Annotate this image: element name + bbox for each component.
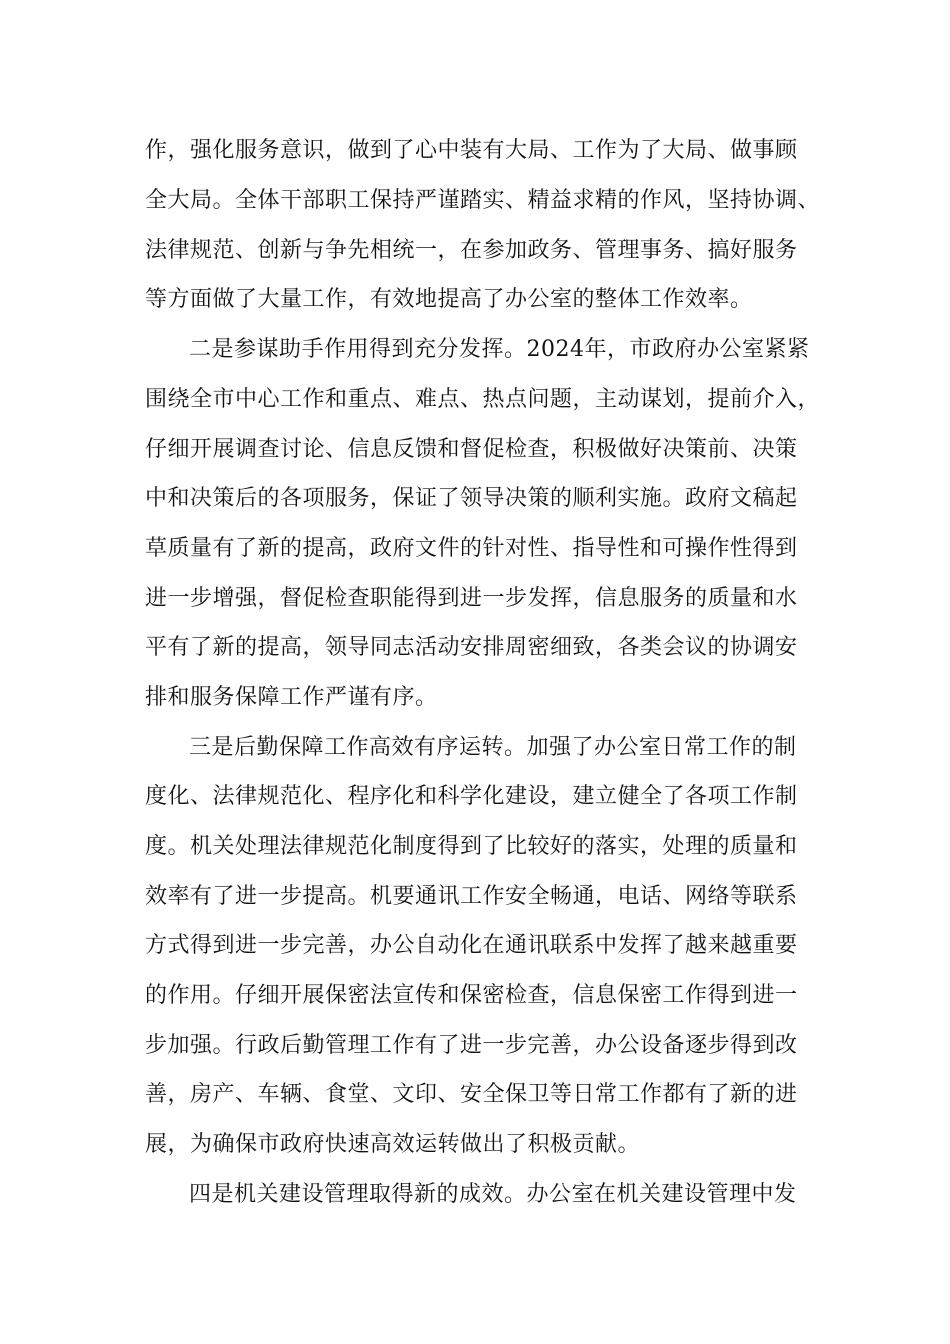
text-line: 草质量有了新的提高，政府文件的针对性、指导性和可操作性得到 (145, 536, 798, 561)
text-line: 进一步增强，督促检查职能得到进一步发挥，信息服务的质量和水 (145, 586, 798, 611)
text-line: 展，为确保市政府快速高效运转做出了积极贡献。 (145, 1132, 641, 1157)
text-line: 中和决策后的各项服务，保证了领导决策的顺利实施。政府文稿起 (145, 486, 798, 511)
text-line: 度。机关处理法律规范化制度得到了比较好的落实，处理的质量和 (145, 834, 798, 859)
text-line: 等方面做了大量工作，有效地提高了办公室的整体工作效率。 (145, 287, 753, 312)
paragraph-first-line: 二是参谋助手作用得到充分发挥。2024年，市政府办公室紧紧 (189, 337, 810, 362)
text-line: 善，房产、车辆、食堂、文印、安全保卫等日常工作都有了新的进 (145, 1082, 798, 1107)
text-line: 度化、法律规范化、程序化和科学化建设，建立健全了各项工作制 (145, 784, 798, 809)
text-line: 效率有了进一步提高。机要通讯工作安全畅通，电话、网络等联系 (145, 884, 798, 909)
text-line: 步加强。行政后勤管理工作有了进一步完善，办公设备逐步得到改 (145, 1033, 798, 1058)
text-line: 全大局。全体干部职工保持严谨踏实、精益求精的作风，坚持协调、 (145, 188, 821, 213)
text-line: 作，强化服务意识，做到了心中装有大局、工作为了大局、做事顾 (145, 138, 798, 163)
paragraph-first-line: 四是机关建设管理取得新的成效。办公室在机关建设管理中发 (189, 1182, 797, 1207)
text-line: 的作用。仔细开展保密法宣传和保密检查，信息保密工作得到进一 (145, 983, 798, 1008)
text-line: 围绕全市中心工作和重点、难点、热点问题，主动谋划，提前介入， (145, 387, 821, 412)
text-line: 法律规范、创新与争先相统一，在参加政务、管理事务、搞好服务 (145, 238, 798, 263)
text-line: 仔细开展调查讨论、信息反馈和督促检查，积极做好决策前、决策 (145, 437, 798, 462)
text-line: 方式得到进一步完善，办公自动化在通讯联系中发挥了越来越重要 (145, 933, 798, 958)
paragraph-first-line: 三是后勤保障工作高效有序运转。加强了办公室日常工作的制 (189, 735, 797, 760)
text-line: 平有了新的提高，领导同志活动安排周密细致，各类会议的协调安 (145, 635, 798, 660)
text-line: 排和服务保障工作严谨有序。 (145, 685, 438, 710)
